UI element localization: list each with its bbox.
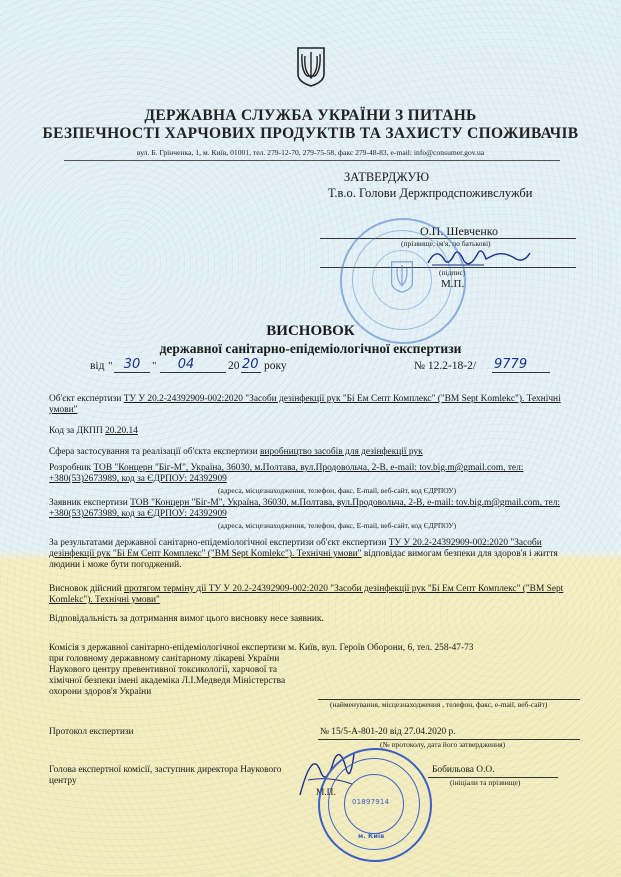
header-divider bbox=[64, 160, 560, 161]
agency-title-line2: БЕЗПЕЧНОСТІ ХАРЧОВИХ ПРОДУКТІВ ТА ЗАХИСТУ СПОЖИВАЧІВ bbox=[42, 125, 579, 142]
protocol-value: № 15/5-А-801-20 від 27.04.2020 р. bbox=[320, 727, 456, 737]
approval-label: ЗАТВЕРДЖУЮ bbox=[344, 170, 430, 184]
validity-value: протягом терміну дії ТУ У 20.2-24392909-002:2020 "Засоби дезінфекції рук "Бі Ем Септ Комплекс" ("BM Sept Komlekc"). Технічні умови" bbox=[49, 584, 564, 605]
applicant-value: ТОВ "Концерн "Біг-М", Україна, 36030, м.Полтава, вул.Продовольча, 2-В, e-mail: tov.big.m@gmail.com, тел: +380(53)2673989, код за ЄДРПОУ: 24392909 bbox=[49, 498, 560, 519]
developer-paragraph bbox=[49, 463, 589, 485]
validity-paragraph bbox=[49, 584, 589, 606]
results-text1: За результатами державної санітарно-епідеміологічної експертизи об'єкт експертизи bbox=[49, 538, 389, 548]
head-mp: М.П. bbox=[316, 788, 336, 798]
name-hint: (прізвище, ім'я, по батькові) bbox=[401, 239, 491, 248]
date-year-prefix: 20 bbox=[228, 360, 240, 372]
results-paragraph bbox=[49, 538, 589, 571]
date-month: 04 bbox=[177, 357, 195, 372]
head-hint: (ініціали та прізвище) bbox=[450, 778, 521, 787]
date-year: 20 bbox=[242, 357, 259, 372]
scope-label: Сфера застосування та реалізації об'єкта експертизи bbox=[49, 447, 261, 457]
commission-line1: Комісія з державної санітарно-епідеміологічної експертизи м. Київ, вул. Героїв Оборони, 6, тел. 258-47-73 bbox=[49, 643, 474, 653]
dkpp-paragraph bbox=[49, 426, 589, 437]
results-value: ТУ У 20.2-24392909-002:2020 "Засоби дезінфекції рук "Бі Ем Септ Комплекс" ("BM Sept Komlekc"). Технічні умови" bbox=[49, 538, 542, 559]
dkpp-label: Код за ДКПП bbox=[49, 426, 106, 436]
developer-hint: (адреса, місцезнаходження, телефон, факс, E-mail, веб-сайт, код ЄДРПОУ) bbox=[218, 486, 457, 495]
applicant-paragraph bbox=[49, 498, 589, 520]
date-prefix: від bbox=[90, 360, 105, 372]
doc-title: ВИСНОВОК bbox=[266, 323, 355, 339]
dkpp-value: 20.20.14 bbox=[105, 426, 138, 436]
validity-label: Висновок дійсний bbox=[49, 584, 125, 594]
commission-stamp bbox=[318, 748, 432, 862]
commission-hint: (найменування, місцезнаходження , телефон, факс, e-mail, веб-сайт) bbox=[330, 700, 548, 709]
agency-title-line1: ДЕРЖАВНА СЛУЖБА УКРАЇНИ З ПИТАНЬ bbox=[144, 107, 477, 124]
applicant-hint: (адреса, місцезнаходження, телефон, факс, E-mail, веб-сайт, код ЄДРПОУ) bbox=[218, 521, 457, 530]
responsibility-text: Відповідальність за дотримання вимог цього висновку несе заявник. bbox=[49, 614, 324, 624]
applicant-label: Заявник експертизи bbox=[49, 498, 131, 508]
mp-label: М.П. bbox=[441, 278, 465, 290]
scope-value: виробництво засобів для дезінфекції рук bbox=[260, 447, 423, 457]
scope-paragraph bbox=[49, 447, 589, 458]
stamp-city: м. Київ bbox=[358, 832, 385, 840]
developer-value: ТОВ "Концерн "Біг-М", Україна, 36030, м.Полтава, вул.Продовольча, 2-В, e-mail: tov.big.m@gmail.com, тел: +380(53)2673989, код за ЄДРПОУ: 24392909 bbox=[49, 463, 524, 484]
commission-line3: Наукового центру превентивної токсикології, харчової та bbox=[49, 665, 278, 675]
doc-number-hand: 9779 bbox=[494, 357, 528, 372]
head-title-line2: центру bbox=[49, 776, 77, 786]
developer-label: Розробник bbox=[49, 463, 94, 473]
doc-number-prefix: № 12.2-18-2/ bbox=[414, 360, 477, 372]
date-day: 30 bbox=[123, 357, 141, 372]
certificate-page: ДЕРЖАВНА СЛУЖБА УКРАЇНИ З ПИТАНЬ БЕЗПЕЧНОСТІ ХАРЧОВИХ ПРОДУКТІВ ТА ЗАХИСТУ СПОЖИВАЧІВ вул. Б. Грінченка, 1, м. Київ, 01001, тел. 279-12-70, 279-75-58, факс 279-48-83, e-mail: info@consumer.gov.ua ЗАТВЕРДЖУЮ Т.в.о. Голови Держпродспоживслужби О.П. Шевченко (прізвище, ім'я, по батькові) (підпис) М.П. ВИСНОВОК державної санітарно-епідеміологічної експертизи від " 30 " 04 20 20 року № 12.2-18-2/ 9779 Об'єкт експертизи ТУ У 20.2-24392909-002:2020 "Засоби дезінфекції рук "Бі Ем Септ Комплекс" ("BM Sept Komlekc"). Технічні умови" Код за ДКПП 20.20.14 Сфера застосування та реалізації об'єкта експертизи виробництво засобів для дезінфекції рук Розробник ТОВ "Концерн "Біг-М", Україна, 36030, м.Полтава, вул.Продовольча, 2-В, e-mail: tov.big.m@gmail.com, тел: +380(53)2673989, код за ЄДРПОУ: 24392909 (адреса, місцезнаходження, телефон, факс, E-mail, веб-сайт, код ЄДРПОУ) Заявник експертизи ТОВ "Концерн "Біг-М", Україна, 36030, м.Полтава, вул.Продовольча, 2-В, e-mail: tov.big.m@gmail.com, тел: +380(53)2673989, код за ЄДРПОУ: 24392909 (адреса, місцезнаходження, телефон, факс, E-mail, веб-сайт, код ЄДРПОУ) За результатами державної санітарно-епідеміологічної експертизи об'єкт експертизи ТУ У 20.2-24392909-002:2020 "Засоби дезінфекції рук "Бі Ем Септ Комплекс" ("BM Sept Komlekc"). Технічні умови" відповідає вимогам безпеки для здоров'я і життя людини і може бути погоджений. Висновок дійсний протягом терміну дії ТУ У 20.2-24392909-002:2020 "Засоби дезінфекції рук "Бі Ем Септ Комплекс" ("BM Sept Komlekc"). Технічні умови" Відповідальність за дотримання вимог цього висновку несе заявник. Комісія з державної санітарно-епідеміологічної експертизи м. Київ, вул. Героїв Оборони, 6, тел. 258-47-73 при головному державному санітарному лікареві України Наукового центру превентивної токсикології, харчової та хімічної безпеки імені академіка Л.І.Медведя Міністерства охорони здоров'я України (найменування, місцезнаходження , телефон, факс, e-mail, веб-сайт) Протокол експертизи № 15/5-А-801-20 від 27.04.2020 р. (№ протоколу, дата його затвердження) Голова експертної комісії, заступник директора Наукового центру Бобильова О.О. (ініціали та прізвище) М.П. 01897914 м. Київ bbox=[0, 0, 621, 877]
commission-line2: при головному державному санітарному лікареві України bbox=[49, 654, 280, 664]
results-text2: відповідає вимогам безпеки для здоров'я і життя людини і може бути погоджений. bbox=[49, 549, 558, 570]
approval-position: Т.в.о. Голови Держпродспоживслужби bbox=[328, 186, 533, 200]
protocol-label: Протокол експертизи bbox=[49, 727, 134, 737]
commission-line4: хімічної безпеки імені академіка Л.І.Медведя Міністерства bbox=[49, 676, 286, 686]
protocol-hint: (№ протоколу, дата його затвердження) bbox=[380, 740, 506, 749]
stamp-code: 01897914 bbox=[352, 798, 390, 806]
coat-of-arms-icon bbox=[296, 46, 326, 88]
agency-address: вул. Б. Грінченка, 1, м. Київ, 01001, тел. 279-12-70, 279-75-58, факс 279-48-83, e-mail: info@consumer.gov.ua bbox=[136, 148, 485, 157]
object-paragraph bbox=[49, 394, 589, 416]
date-year-word: року bbox=[264, 360, 287, 372]
signature-hint: (підпис) bbox=[439, 268, 466, 277]
doc-subtitle: державної санітарно-епідеміологічної експертизи bbox=[159, 341, 462, 356]
approver-name: О.П. Шевченко bbox=[420, 224, 498, 238]
object-value: ТУ У 20.2-24392909-002:2020 "Засоби дезінфекції рук "Бі Ем Септ Комплекс" ("BM Sept Komlekc"). Технічні умови" bbox=[49, 394, 561, 415]
head-title-line1: Голова експертної комісії, заступник директора Наукового bbox=[49, 765, 282, 775]
head-name: Бобильова О.О. bbox=[432, 765, 495, 775]
object-label: Об'єкт експертизи bbox=[49, 394, 124, 404]
commission-line5: охорони здоров'я України bbox=[49, 687, 152, 697]
